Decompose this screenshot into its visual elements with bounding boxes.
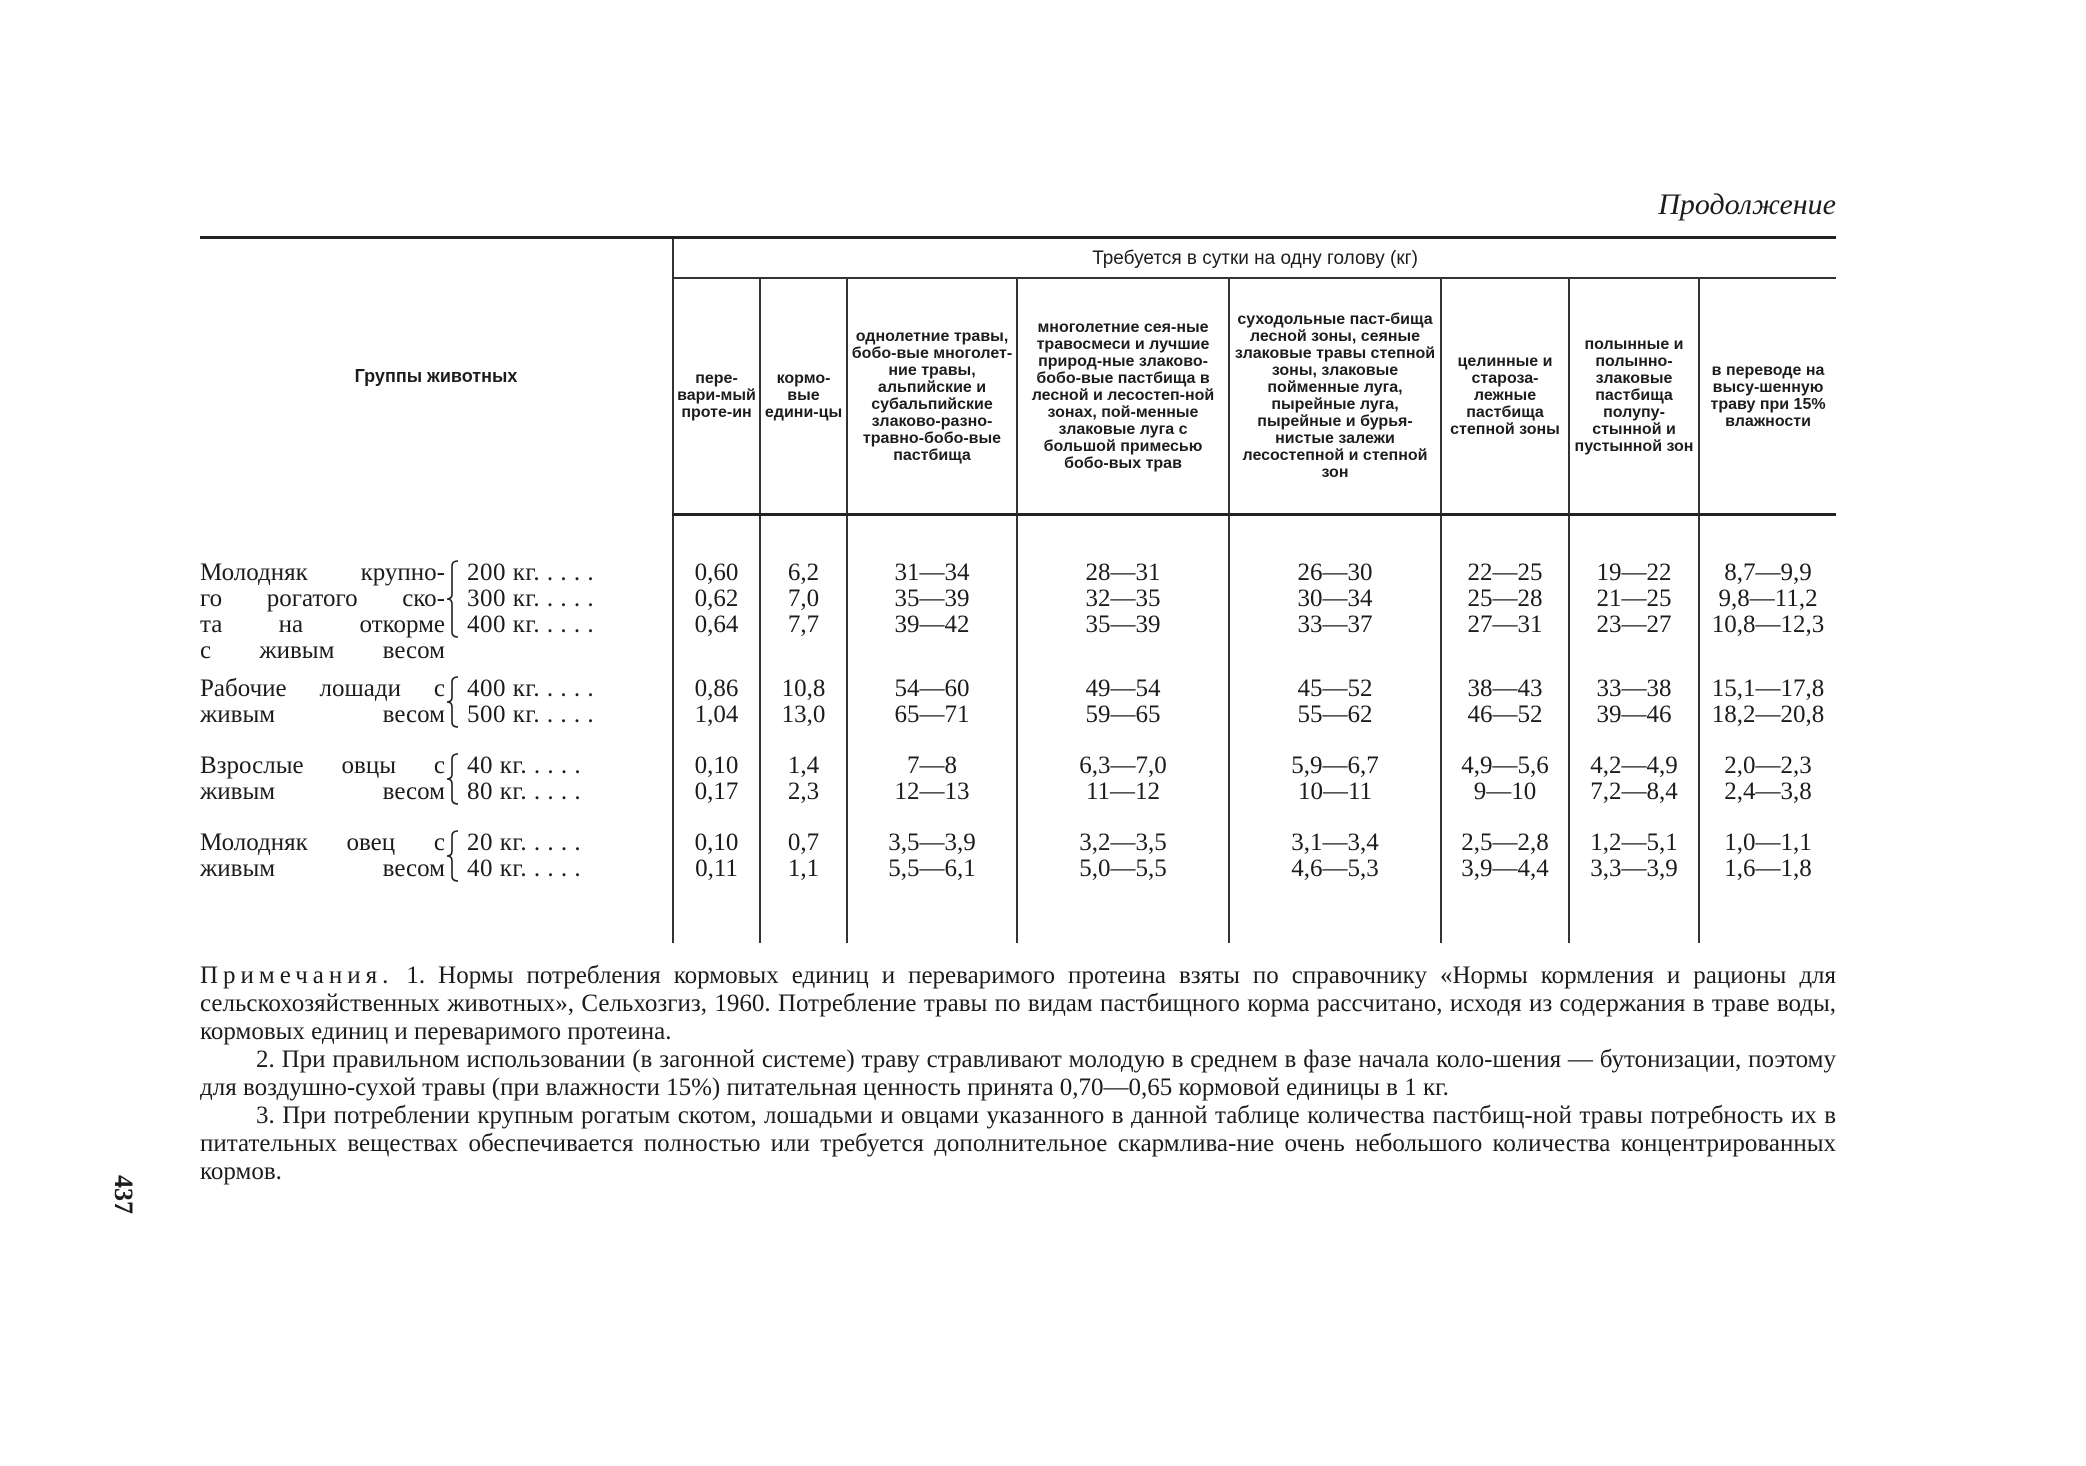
note-2: 2. При правильном использовании (в загонной системе) траву стравливают молодую в среднем в фазе начала коло-шения — бутонизации, поэтому для воздушно-сухой травы (при влажности 15%) питательная ценность принята 0,70—0,65 кормовой единицы в 1 кг. (200, 1046, 1836, 1101)
table-cell: 9,8—11,2 (1718, 584, 1818, 612)
table-cell: 59—65 (1085, 700, 1161, 728)
table-cell: 33—37 (1297, 610, 1373, 638)
table-cell: 10,8—12,3 (1711, 610, 1825, 638)
table-cell: 0,86 (694, 674, 739, 702)
table-cell: 9—10 (1473, 777, 1537, 805)
table-cell: 4,9—5,6 (1461, 751, 1549, 779)
table-cell: 32—35 (1085, 584, 1161, 612)
table-cell: 1,6—1,8 (1724, 854, 1812, 882)
header-col-protein: пере-вари-мый проте-ин (673, 278, 760, 514)
table-cell: 35—39 (894, 584, 970, 612)
brace-icon (445, 676, 461, 741)
table-cell: 0,10 (694, 751, 739, 779)
table-cell: 25—28 (1467, 584, 1543, 612)
group-row (200, 830, 1836, 895)
header-col-virgin-pastures: целинные и староза-лежные пастбища степной зоны (1441, 278, 1569, 514)
table-cell: 18,2—20,8 (1711, 700, 1825, 728)
table-cell: 1,4 (787, 751, 820, 779)
weight-label: 300 кг. . . . . (467, 584, 595, 612)
group-name-line: Рабочие лошади с (200, 674, 445, 702)
table-cell: 3,1—3,4 (1291, 828, 1379, 856)
table-cell: 4,2—4,9 (1590, 751, 1678, 779)
table-cell: 3,3—3,9 (1590, 854, 1678, 882)
table-notes (200, 962, 1836, 1186)
table-cell: 31—34 (894, 558, 970, 586)
table-cell: 28—31 (1085, 558, 1161, 586)
header-daily-requirement: Требуется в сутки на одну голову (кг) (673, 238, 1836, 279)
group-row (200, 676, 1836, 741)
table-cell: 1,2—5,1 (1590, 828, 1678, 856)
note-3: 3. При потреблении крупным рогатым скотом, лошадьми и овцами указанного в данной таблице количества пастбищ-ной травы потребность их в питательных веществах обеспечивается полностью или требуется дополнительное скармлива-ние очень небольшого количества концентрированных кормов. (200, 1102, 1836, 1185)
table-cell: 35—39 (1085, 610, 1161, 638)
group-name-line: живым весом (200, 700, 445, 728)
table-cell: 2,5—2,8 (1461, 828, 1549, 856)
page-number: 437 (109, 1175, 138, 1214)
group-name-line: с живым весом (200, 636, 445, 664)
weight-label: 200 кг. . . . . (467, 558, 595, 586)
table-cell: 49—54 (1085, 674, 1161, 702)
table-cell: 10,8 (781, 674, 826, 702)
group-name (200, 560, 445, 664)
header-animal-groups: Группы животных (200, 238, 673, 515)
table-cell: 39—46 (1596, 700, 1672, 728)
weight-label: 500 кг. . . . . (467, 700, 595, 728)
header-col-dried-grass: в переводе на высу-шенную траву при 15% влажности (1699, 278, 1836, 514)
table-cell: 1,0—1,1 (1724, 828, 1812, 856)
group-name-line: та на откорме (200, 610, 445, 638)
table-cell: 0,7 (787, 828, 820, 856)
table-cell: 2,0—2,3 (1724, 751, 1812, 779)
table-cell: 7—8 (907, 751, 957, 779)
table-cell: 5,9—6,7 (1291, 751, 1379, 779)
table-cell: 3,2—3,5 (1079, 828, 1167, 856)
brace-icon (445, 560, 461, 651)
table-cell: 45—52 (1297, 674, 1373, 702)
table-cell: 1,04 (694, 700, 739, 728)
continuation-label: Продолжение (1658, 188, 1836, 221)
table-cell: 0,10 (694, 828, 739, 856)
feed-requirements-table (200, 236, 1836, 943)
note-1 (200, 962, 1836, 1046)
group-name-line: Молодняк крупно- (200, 558, 445, 586)
table-cell: 26—30 (1297, 558, 1373, 586)
weight-label: 400 кг. . . . . (467, 610, 595, 638)
weight-label: 80 кг. . . . . (467, 777, 582, 805)
table-cell: 30—34 (1297, 584, 1373, 612)
table-cell: 15,1—17,8 (1711, 674, 1825, 702)
table-cell: 38—43 (1467, 674, 1543, 702)
group-row (200, 560, 1836, 664)
table-cell: 7,7 (787, 610, 820, 638)
group-name (200, 830, 445, 882)
table-cell: 0,11 (695, 854, 738, 882)
table-cell: 55—62 (1297, 700, 1373, 728)
table-cell: 5,0—5,5 (1079, 854, 1167, 882)
brace-icon (445, 830, 461, 895)
header-col-wormwood-pastures: полынные и полынно-злаковые пастбища полупу-стынной и пустынной зон (1569, 278, 1699, 514)
table-cell: 0,64 (694, 610, 739, 638)
table-cell: 54—60 (894, 674, 970, 702)
group-row (200, 753, 1836, 818)
table-cell: 0,62 (694, 584, 739, 612)
group-name (200, 753, 445, 805)
table-cell: 21—25 (1596, 584, 1672, 612)
group-name-line: Взрослые овцы с (200, 751, 445, 779)
table-cell: 6,2 (787, 558, 820, 586)
table-cell: 3,9—4,4 (1461, 854, 1549, 882)
header-col-feed-units: кормо-вые едини-цы (760, 278, 847, 514)
table-cell: 11—12 (1085, 777, 1161, 805)
table-cell: 7,0 (787, 584, 820, 612)
table-cell: 2,4—3,8 (1724, 777, 1812, 805)
weight-label: 400 кг. . . . . (467, 674, 595, 702)
group-name-line: живым весом (200, 854, 445, 882)
group-name (200, 676, 445, 728)
table-cell: 12—13 (894, 777, 970, 805)
table-cell: 65—71 (894, 700, 970, 728)
table-cell: 0,17 (694, 777, 739, 805)
table-cell: 7,2—8,4 (1590, 777, 1678, 805)
header-col-perennial-mixes: многолетние сея-ные травосмеси и лучшие природ-ные злаково-бобо-вые пастбища в лесной и лесостеп-ной зонах, пой-менные злаковые луга с большой примесью бобо-вых трав (1017, 278, 1229, 514)
table-cell: 5,5—6,1 (888, 854, 976, 882)
table-cell: 0,60 (694, 558, 739, 586)
table-cell: 1,1 (787, 854, 820, 882)
weight-label: 40 кг. . . . . (467, 751, 582, 779)
header-col-dry-pastures: суходольные паст-бища лесной зоны, сеяные злаковые травы степной зоны, злаковые пойменные луга, пырейные луга, пырейные и бурья-нистые залежи лесостепной и степной зон (1229, 278, 1441, 514)
table-cell: 27—31 (1467, 610, 1543, 638)
table-cell: 23—27 (1596, 610, 1672, 638)
table-cell: 10—11 (1297, 777, 1373, 805)
table-cell: 39—42 (894, 610, 970, 638)
table-cell: 46—52 (1467, 700, 1543, 728)
group-name-line: живым весом (200, 777, 445, 805)
weight-label: 20 кг. . . . . (467, 828, 582, 856)
table-cell: 19—22 (1596, 558, 1672, 586)
table-cell: 4,6—5,3 (1291, 854, 1379, 882)
table-cell: 13,0 (781, 700, 826, 728)
table-cell: 22—25 (1467, 558, 1543, 586)
table-cell: 2,3 (787, 777, 820, 805)
group-name-line: го рогатого ско- (200, 584, 445, 612)
weight-label: 40 кг. . . . . (467, 854, 582, 882)
group-name-line: Молодняк овец с (200, 828, 445, 856)
header-col-annual-grasses: однолетние травы, бобо-вые многолет-ние травы, альпийские и субальпийские злаково-разно-травно-бобо-вые пастбища (847, 278, 1017, 514)
table-cell: 3,5—3,9 (888, 828, 976, 856)
notes-title: Примечания. (200, 962, 394, 989)
table-cell: 8,7—9,9 (1724, 558, 1812, 586)
table-cell: 6,3—7,0 (1079, 751, 1167, 779)
brace-icon (445, 753, 461, 818)
note-1-text: 1. Нормы потребления кормовых единиц и переваримого протеина взяты по справочнику «Нормы кормления и рационы для сельскохозяйственных животных», Сельхозгиз, 1960. Потребление травы по видам пастбищного корма рассчитано, исходя из содержания в траве воды, кормовых единиц и переваримого протеина. (200, 962, 1837, 1045)
table-cell: 33—38 (1596, 674, 1672, 702)
